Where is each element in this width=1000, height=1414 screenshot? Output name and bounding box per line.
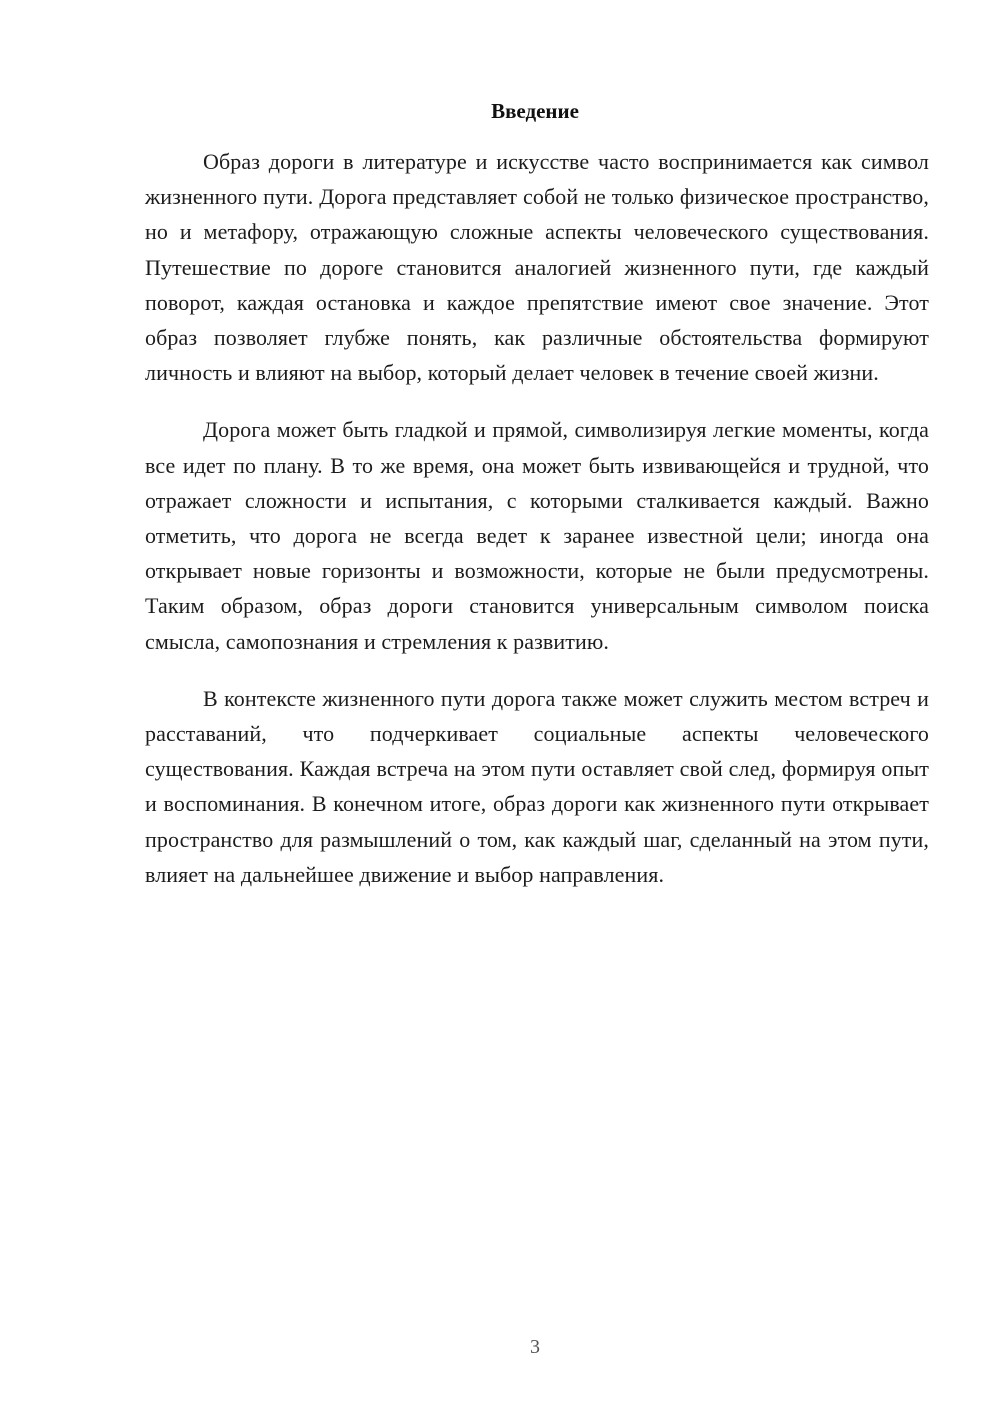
section-heading: Введение xyxy=(491,99,579,123)
paragraph-2: Дорога может быть гладкой и прямой, символизируя легкие моменты, когда все идет по плану. В то же время, она может быть извивающейся и трудной, что отражает сложности и испытания, с которыми сталкивается каждый. Важно отметить, что дорога не всегда ведет к заранее известной цели; иногда она открывает новые горизонты и возможности, которые не были предусмотрены. Таким образом, образ дороги становится универсальным символом поиска смысла, самопознания и стремления к развитию. xyxy=(145,417,929,654)
page-number: 3 xyxy=(530,1336,540,1358)
paragraph-1: Образ дороги в литературе и искусстве часто воспринимается как символ жизненного пути. Дорога представляет собой не только физическое пространство, но и метафору, отражающую сложные аспекты человеческого существования. Путешествие по дороге становится аналогией жизненного пути, где каждый поворот, каждая остановка и каждое препятствие имеют свое значение. Этот образ позволяет глубже понять, как различные обстоятельства формируют личность и влияют на выбор, который делает человек в течение своей жизни. xyxy=(145,149,929,386)
paragraph-3: В контексте жизненного пути дорога также может служить местом встреч и расставаний, что подчеркивает социальные аспекты человеческого существования. Каждая встреча на этом пути оставляет свой след, формируя опыт и воспоминания. В конечном итоге, образ дороги как жизненного пути открывает пространство для размышлений о том, как каждый шаг, сделанный на этом пути, влияет на дальнейшее движение и выбор направления. xyxy=(145,685,929,887)
document-body xyxy=(145,144,929,914)
